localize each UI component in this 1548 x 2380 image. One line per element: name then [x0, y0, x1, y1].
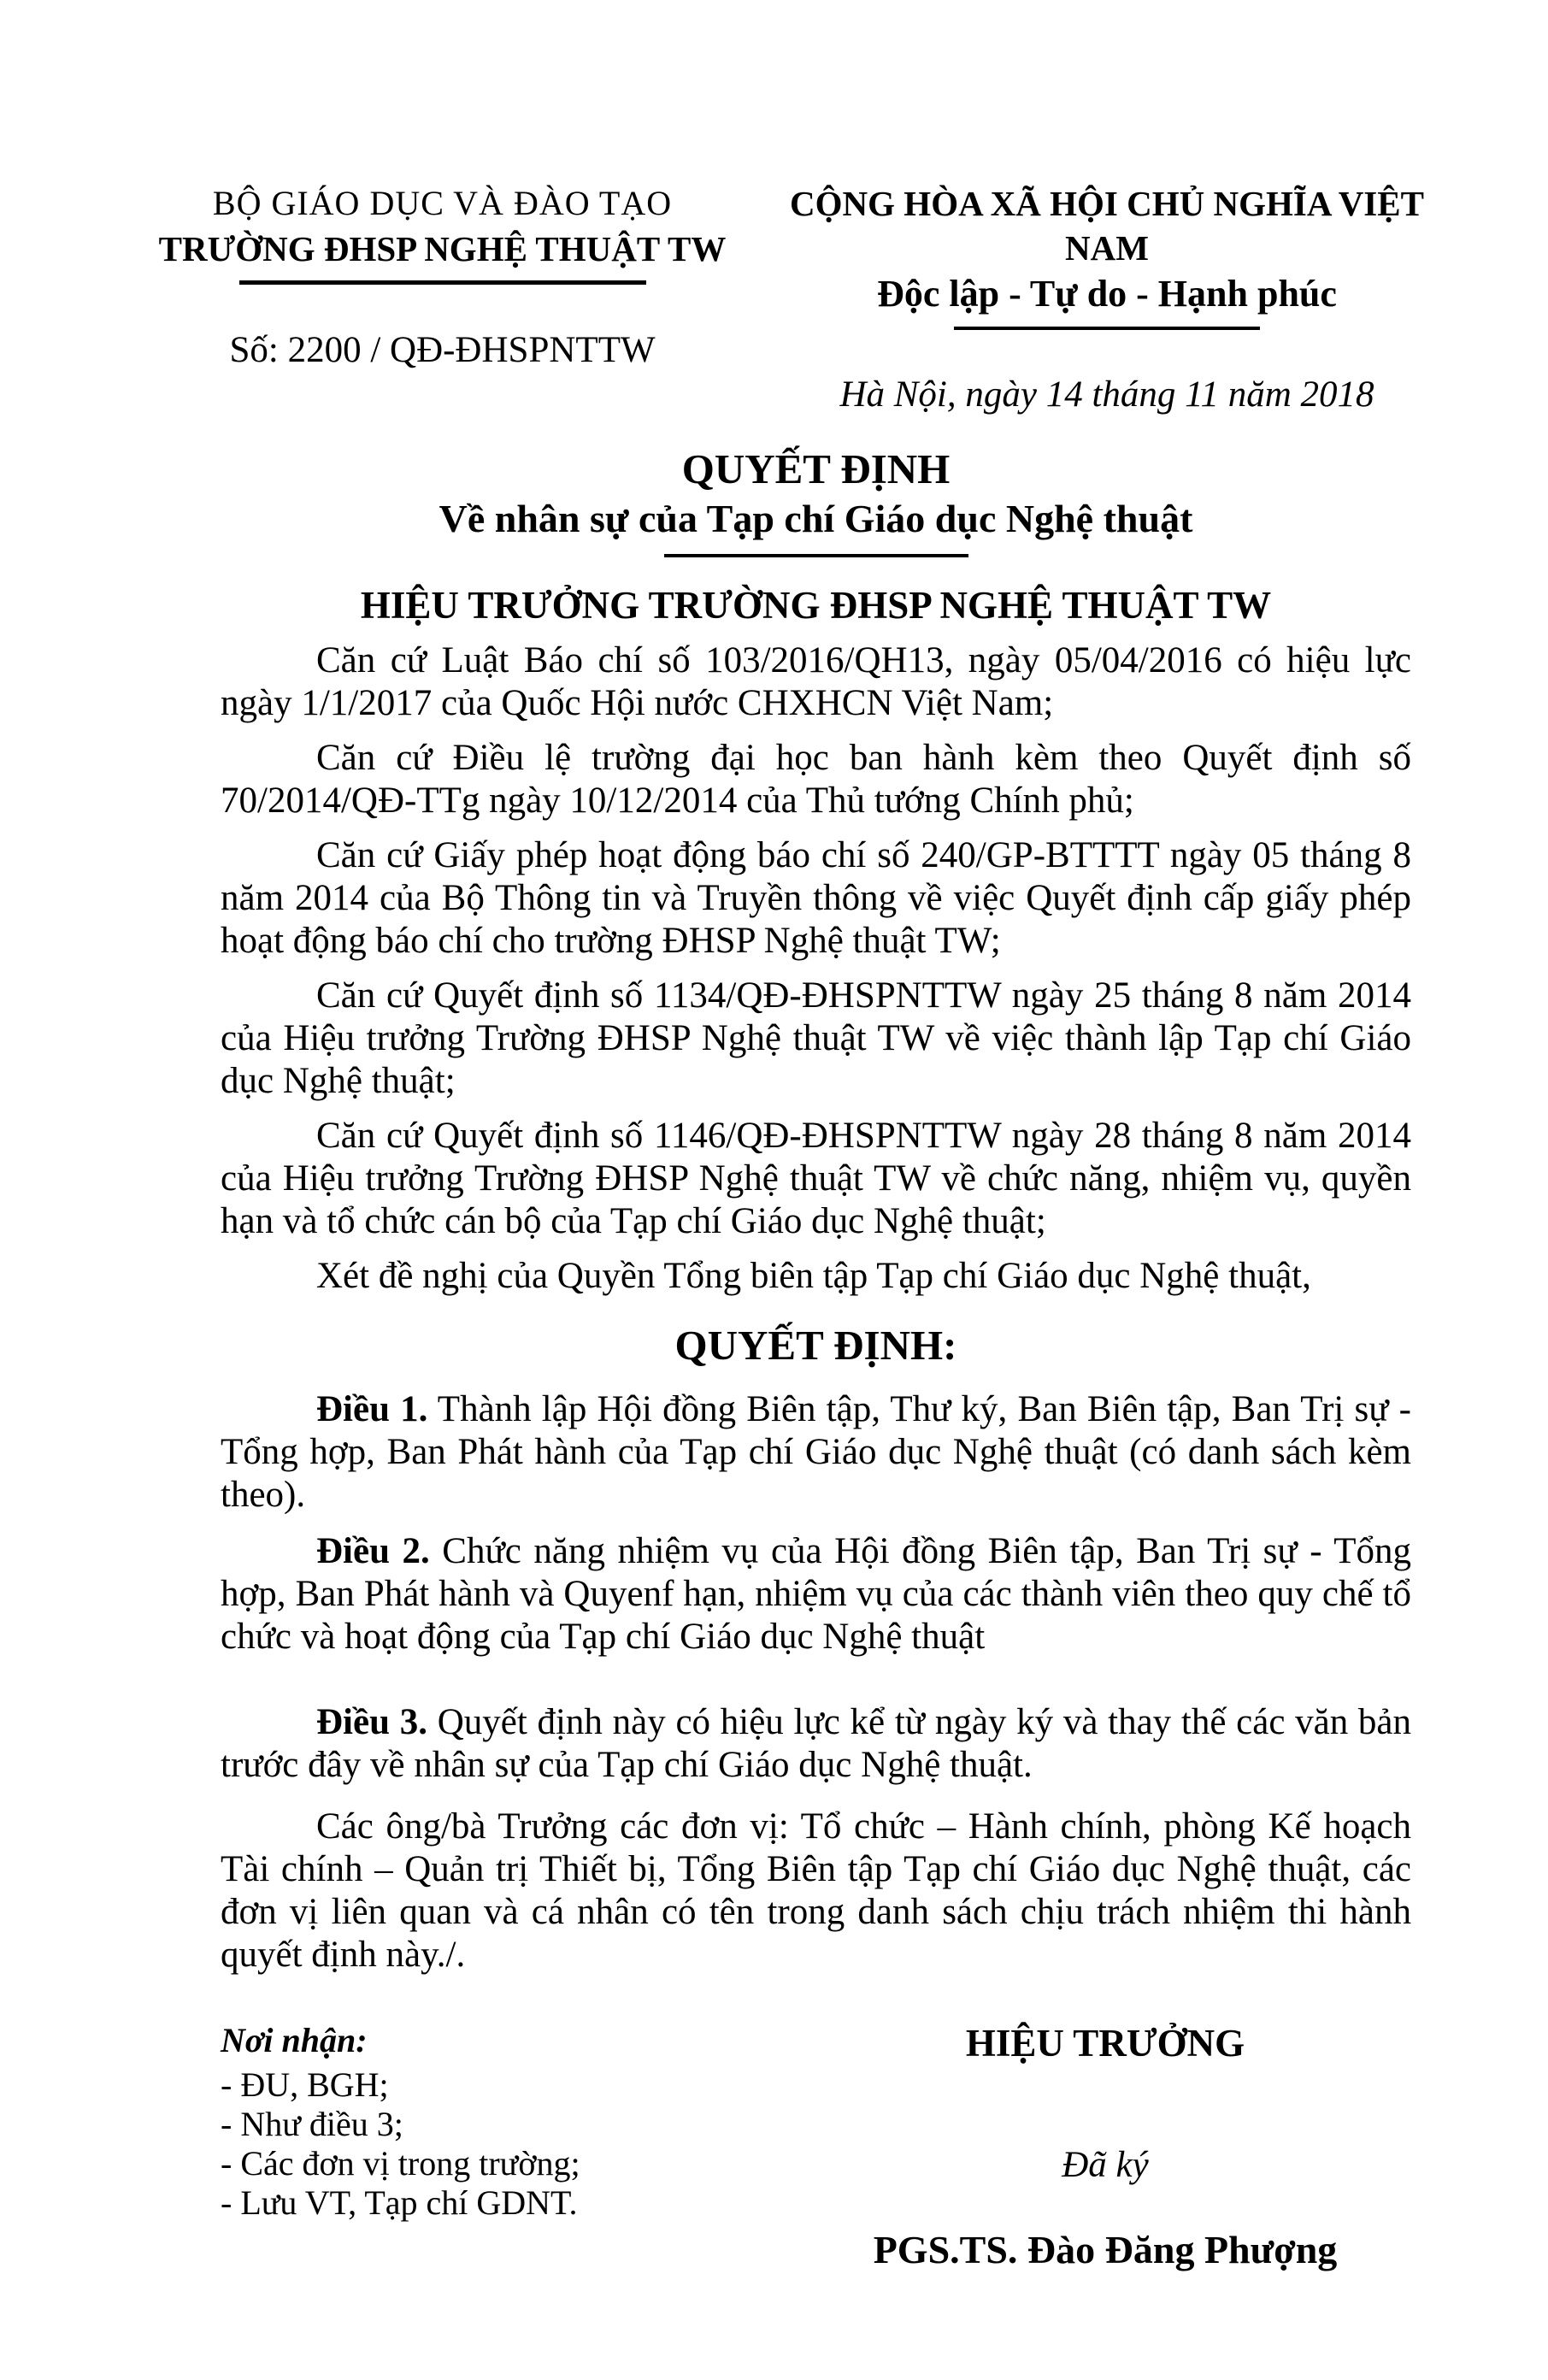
national-motto-block	[752, 181, 1462, 415]
preamble-paragraph: Căn cứ Giấy phép hoạt động báo chí số 240/GP-BTTTT ngày 05 tháng 8 năm 2014 của Bộ Thông tin và Truyền thông về việc Quyết định cấp giấy phép hoạt động báo chí cho trường ĐHSP Nghệ thuật TW;	[221, 835, 1411, 961]
document-subtitle: Về nhân sự của Tạp chí Giáo dục Nghệ thuật	[439, 497, 1193, 540]
closing-paragraph: Các ông/bà Trưởng các đơn vị: Tổ chức – Hành chính, phòng Kế hoạch Tài chính – Quản trị Thiết bị, Tổng Biên tập Tạp chí Giáo dục Nghệ thuật, các đơn vị liên quan và cá nhân có tên trong danh sách chịu trách nhiệm thi hành quyết định này./.	[221, 1806, 1411, 1975]
article-paragraph	[221, 1388, 1411, 1517]
article-label: Điều 3.	[316, 1702, 427, 1742]
article-paragraph	[221, 1701, 1411, 1787]
issuer-heading: HIỆU TRƯỞNG TRƯỜNG ĐHSP NGHỆ THUẬT TW	[360, 584, 1272, 627]
recipient-item: - Các đơn vị trong trường;	[221, 2144, 580, 2183]
decision-heading: QUYẾT ĐỊNH:	[674, 1322, 957, 1369]
recipients-block	[221, 2021, 750, 2223]
document-body	[221, 445, 1411, 1976]
article-label: Điều 1.	[316, 1389, 428, 1429]
header-left-rule	[239, 280, 646, 285]
article-label: Điều 2.	[316, 1531, 430, 1571]
article-text: Chức năng nhiệm vụ của Hội đồng Biên tập, Ban Trị sự - Tổng hợp, Ban Phát hành và Quyenf hạn, nhiệm vụ của các thành viên theo quy chế tổ chức và hoạt động của Tạp chí Giáo dục Nghệ thuật	[221, 1531, 1412, 1657]
recipient-item: - Như điều 3;	[221, 2105, 403, 2143]
national-name: CỘNG HÒA XÃ HỘI CHỦ NGHĨA VIỆT NAM	[790, 184, 1424, 268]
issuing-org-block	[154, 181, 731, 371]
title-rule	[664, 554, 968, 557]
header-right-rule	[954, 327, 1260, 330]
document-title: QUYẾT ĐỊNH	[681, 445, 951, 492]
document-header	[0, 0, 1548, 421]
school-name: TRƯỜNG ĐHSP NGHỆ THUẬT TW	[158, 229, 727, 268]
signature-block	[806, 2021, 1404, 2272]
recipient-item: - ĐU, BGH;	[221, 2065, 389, 2104]
article-text: Quyết định này có hiệu lực kể từ ngày ký và thay thế các văn bản trước đây về nhân sự của Tạp chí Giáo dục Nghệ thuật.	[221, 1702, 1412, 1785]
recipients-label: Nơi nhận:	[221, 2021, 368, 2059]
national-motto: Độc lập - Tự do - Hạnh phúc	[877, 273, 1337, 315]
ministry-name: BỘ GIÁO DỤC VÀ ĐÀO TẠO	[212, 184, 673, 222]
document-number: Số: 2200 / QĐ-ĐHSPNTTW	[229, 330, 656, 370]
preamble-paragraph: Căn cứ Điều lệ trường đại học ban hành kèm theo Quyết định số 70/2014/QĐ-TTg ngày 10/12/2014 của Thủ tướng Chính phủ;	[221, 738, 1411, 821]
article-text: Thành lập Hội đồng Biên tập, Thư ký, Ban Biên tập, Ban Trị sự - Tổng hợp, Ban Phát hành của Tạp chí Giáo dục Nghệ thuật (có danh sách kèm theo).	[221, 1389, 1411, 1515]
signer-name: PGS.TS. Đào Đăng Phượng	[873, 2228, 1338, 2271]
preamble-paragraph: Căn cứ Quyết định số 1146/QĐ-ĐHSPNTTW ngày 28 tháng 8 năm 2014 của Hiệu trưởng Trường ĐHSP Nghệ thuật TW về chức năng, nhiệm vụ, quyền hạn và tổ chức cán bộ của Tạp chí Giáo dục Nghệ thuật;	[221, 1116, 1411, 1241]
signer-title: HIỆU TRƯỞNG	[965, 2022, 1245, 2065]
title-block	[221, 445, 1411, 557]
signed-note: Đã ký	[1062, 2145, 1149, 2185]
preamble-paragraph: Căn cứ Luật Báo chí số 103/2016/QH13, ngày 05/04/2016 có hiệu lực ngày 1/1/2017 của Quốc Hội nước CHXHCN Việt Nam;	[221, 640, 1411, 723]
recipient-item: - Lưu VT, Tạp chí GDNT.	[221, 2183, 578, 2222]
document-footer	[0, 2021, 1548, 2380]
preamble-paragraph: Căn cứ Quyết định số 1134/QĐ-ĐHSPNTTW ngày 25 tháng 8 năm 2014 của Hiệu trưởng Trường ĐHSP Nghệ thuật TW về việc thành lập Tạp chí Giáo dục Nghệ thuật;	[221, 975, 1411, 1101]
article-paragraph	[221, 1530, 1411, 1658]
preamble-paragraph: Xét đề nghị của Quyền Tổng biên tập Tạp chí Giáo dục Nghệ thuật,	[316, 1256, 1311, 1296]
place-date-line: Hà Nội, ngày 14 tháng 11 năm 2018	[839, 374, 1374, 415]
